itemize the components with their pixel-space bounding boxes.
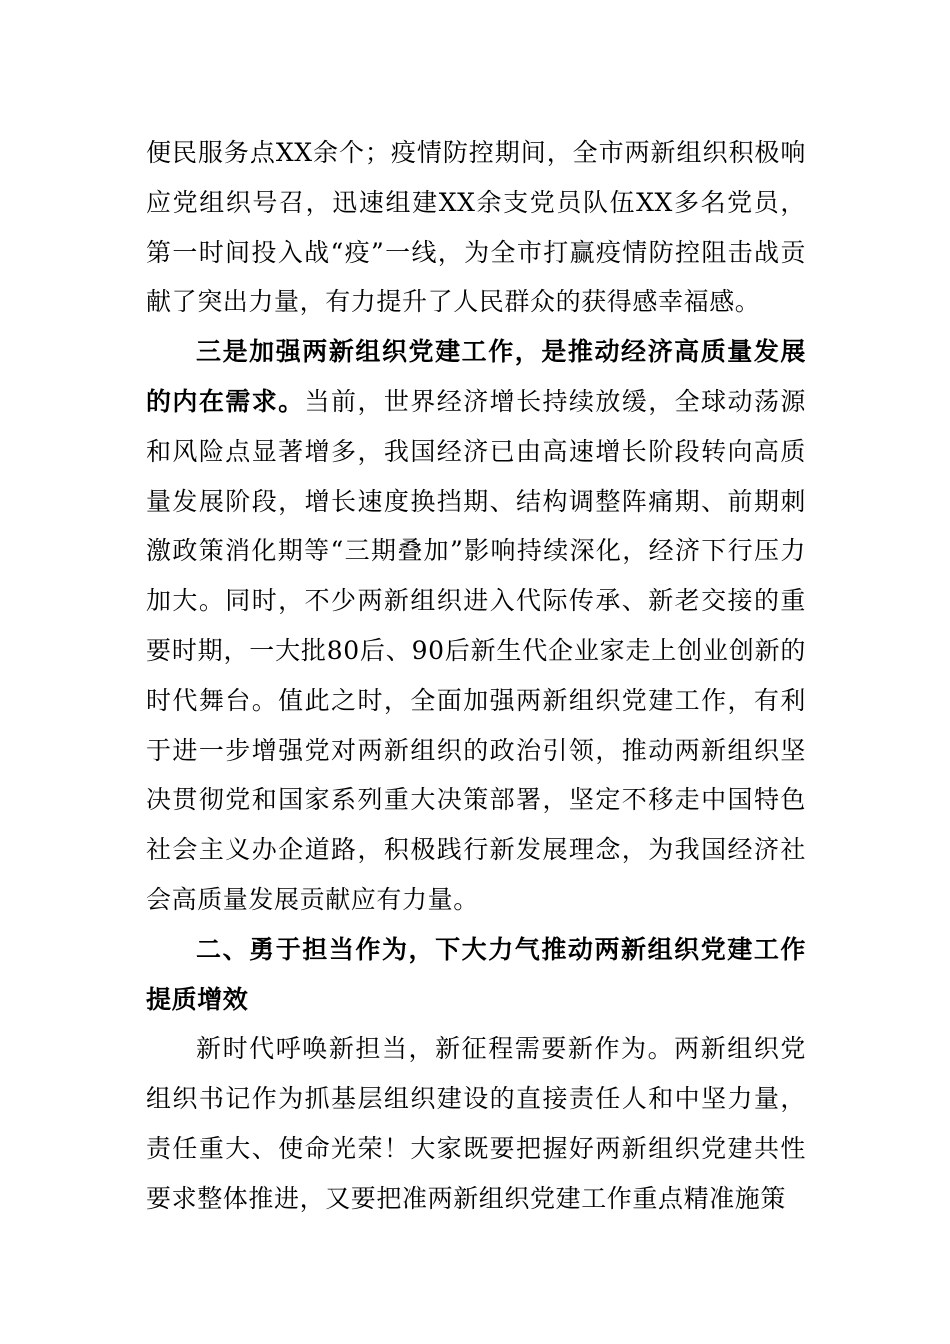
paragraph-text: 便民服务点XX余个；疫情防控期间，全市两新组织积极响应党组织号召，迅速组建XX余支党员队伍XX多名党员，第一时间投入战“疫”一线，为全市打赢疫情防控阻击战贡献了突出力量，有力提升了人民群众的获得感幸福感。	[146, 138, 806, 317]
section-heading	[146, 925, 806, 1025]
paragraph-point-three	[146, 327, 806, 925]
paragraph-continuation	[146, 128, 806, 327]
section-heading-text: 二、勇于担当作为，下大力气推动两新组织党建工作提质增效	[146, 934, 806, 1014]
paragraph-text: 新时代呼唤新担当，新征程需要新作为。两新组织党组织书记作为抓基层组织建设的直接责任人和中坚力量，责任重大、使命光荣！大家既要把握好两新组织党建共性要求整体推进，又要把准两新组织党建工作重点精准施策	[146, 1034, 806, 1213]
paragraph-text: 当前，世界经济增长持续放缓，全球动荡源和风险点显著增多，我国经济已由高速增长阶段转向高质量发展阶段，增长速度换挡期、结构调整阵痛期、前期刺激政策消化期等“三期叠加”影响持续深化，经济下行压力加大。同时，不少两新组织进入代际传承、新老交接的重要时期，一大批80后、90后新生代企业家走上创业创新的时代舞台。值此之时，全面加强两新组织党建工作，有利于进一步增强党对两新组织的政治引领，推动两新组织坚决贯彻党和国家系列重大决策部署，坚定不移走中国特色社会主义办企道路，积极践行新发展理念，为我国经济社会高质量发展贡献应有力量。	[146, 386, 806, 914]
paragraph-lead-sentence: 三是加强两新组织党建工作，是推动经济高质量发展的内在需求。	[146, 337, 806, 416]
document-body	[146, 128, 806, 1224]
paragraph-section-intro	[146, 1024, 806, 1223]
